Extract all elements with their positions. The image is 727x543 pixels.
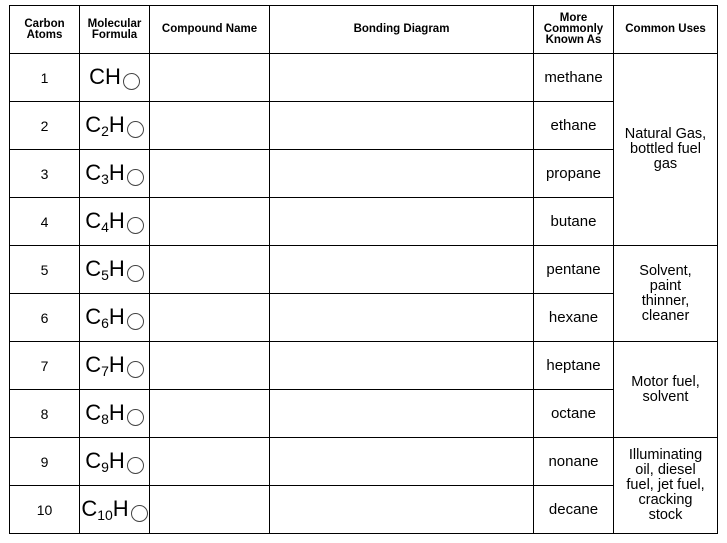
hydrogen-count-blank-circle[interactable] [127,265,144,282]
known-as-cell: octane [534,390,614,438]
formula-subscript: 9 [101,458,109,475]
header-row [10,6,718,54]
formula-prefix: C [85,207,102,233]
compound-name-blank-cell[interactable] [150,390,270,438]
bonding-diagram-blank-cell[interactable] [270,390,534,438]
compound-name-blank-cell[interactable] [150,150,270,198]
bonding-diagram-blank-cell[interactable] [270,198,534,246]
formula-prefix: C [85,255,102,281]
common-uses-line: cracking [638,492,693,508]
common-uses-line: bottled fuel [630,141,701,157]
known-as-cell: butane [534,198,614,246]
table-body [10,54,718,534]
common-uses-line: stock [648,507,683,523]
table-row [10,486,718,534]
table-row [10,438,718,486]
compound-name-blank-cell[interactable] [150,198,270,246]
common-uses-line: solvent [642,388,689,405]
carbon-atoms-cell: 2 [10,102,80,150]
bonding-diagram-blank-cell[interactable] [270,246,534,294]
header-known-as-line-2: Commonly [543,23,604,35]
common-uses-cell [614,342,718,438]
formula-prefix: C [85,447,102,473]
formula-prefix: C [81,495,98,521]
formula-subscript: 10 [97,506,113,523]
formula-subscript: 6 [101,314,109,331]
common-uses-line: oil, diesel [635,462,696,478]
formula-suffix: H [108,303,125,329]
common-uses-cell [614,54,718,246]
compound-name-blank-cell[interactable] [150,486,270,534]
table-row [10,54,718,102]
formula-suffix: H [108,111,125,137]
known-as-cell: propane [534,150,614,198]
bonding-diagram-blank-cell[interactable] [270,294,534,342]
header-carbon-atoms-line-1: Carbon [24,17,65,30]
formula-subscript: 4 [101,218,109,235]
molecular-formula-cell [80,390,150,438]
formula-prefix: C [85,111,102,137]
table-row [10,102,718,150]
hydrogen-count-blank-circle[interactable] [127,361,144,378]
header-molecular-formula [80,6,150,54]
header-carbon-atoms-line-2: Atoms [26,28,63,41]
formula-prefix: C [85,399,102,425]
header-bonding-diagram: Bonding Diagram [270,6,534,54]
formula-suffix: H [108,255,125,281]
common-uses-line: gas [653,156,678,172]
known-as-cell: nonane [534,438,614,486]
compound-name-blank-cell[interactable] [150,342,270,390]
common-uses-line: Natural Gas, [624,126,707,142]
compound-name-blank-cell[interactable] [150,246,270,294]
known-as-cell: pentane [534,246,614,294]
known-as-cell: ethane [534,102,614,150]
compound-name-blank-cell[interactable] [150,54,270,102]
common-uses-line: fuel, jet fuel, [626,477,705,493]
bonding-diagram-blank-cell[interactable] [270,102,534,150]
molecular-formula-cell [80,294,150,342]
carbon-atoms-cell: 4 [10,198,80,246]
header-carbon-atoms [10,6,80,54]
header-molecular-formula-line-1: Molecular [87,17,142,30]
molecular-formula-cell [80,150,150,198]
header-molecular-formula-line-2: Formula [91,28,138,41]
molecular-formula-cell [80,342,150,390]
header-known-as [534,6,614,54]
common-uses-line: paint [649,277,682,294]
formula-suffix: H [108,207,125,233]
molecular-formula-cell [80,198,150,246]
common-uses-line: Illuminating [628,447,703,463]
common-uses-line: Motor fuel, [631,373,700,390]
header-common-uses: Common Uses [614,6,718,54]
formula-suffix: H [108,159,125,185]
known-as-cell: decane [534,486,614,534]
common-uses-cell [614,246,718,342]
hydrogen-count-blank-circle[interactable] [127,169,144,186]
compound-name-blank-cell[interactable] [150,438,270,486]
molecular-formula-cell [80,102,150,150]
formula-subscript: 8 [101,410,109,427]
common-uses-line: Solvent, [639,262,692,279]
hydrogen-count-blank-circle[interactable] [127,457,144,474]
bonding-diagram-blank-cell[interactable] [270,342,534,390]
formula-subscript: 7 [101,362,109,379]
carbon-atoms-cell: 3 [10,150,80,198]
common-uses-line: thinner, [641,292,690,309]
alkanes-worksheet-table [9,5,718,534]
bonding-diagram-blank-cell[interactable] [270,150,534,198]
molecular-formula-cell [80,438,150,486]
formula-suffix: H [108,447,125,473]
table-row [10,150,718,198]
molecular-formula-cell [80,486,150,534]
molecular-formula-cell [80,54,150,102]
carbon-atoms-cell: 1 [10,54,80,102]
hydrogen-count-blank-circle[interactable] [127,121,144,138]
common-uses-cell [614,438,718,534]
header-known-as-line-3: Known As [545,34,602,46]
table-row [10,294,718,342]
table-row [10,390,718,438]
carbon-atoms-cell: 8 [10,390,80,438]
formula-suffix: H [108,399,125,425]
formula-prefix: C [85,159,102,185]
hydrogen-count-blank-circle[interactable] [123,73,140,90]
hydrogen-count-blank-circle[interactable] [131,505,148,522]
header-compound-name: Compound Name [150,6,270,54]
formula-prefix: C [85,351,102,377]
compound-name-blank-cell[interactable] [150,102,270,150]
table-row [10,246,718,294]
hydrogen-count-blank-circle[interactable] [127,409,144,426]
formula-prefix: CH [89,63,121,89]
compound-name-blank-cell[interactable] [150,294,270,342]
hydrogen-count-blank-circle[interactable] [127,313,144,330]
known-as-cell: hexane [534,294,614,342]
carbon-atoms-cell: 9 [10,438,80,486]
bonding-diagram-blank-cell[interactable] [270,438,534,486]
formula-subscript: 2 [101,122,109,139]
table-row [10,342,718,390]
table-row [10,198,718,246]
known-as-cell: heptane [534,342,614,390]
formula-subscript: 5 [101,266,109,283]
carbon-atoms-cell: 6 [10,294,80,342]
formula-prefix: C [85,303,102,329]
molecular-formula-cell [80,246,150,294]
formula-suffix: H [112,495,129,521]
formula-subscript: 3 [101,170,109,187]
known-as-cell: methane [534,54,614,102]
carbon-atoms-cell: 10 [10,486,80,534]
carbon-atoms-cell: 5 [10,246,80,294]
bonding-diagram-blank-cell[interactable] [270,486,534,534]
hydrogen-count-blank-circle[interactable] [127,217,144,234]
common-uses-line: cleaner [641,307,690,324]
formula-suffix: H [108,351,125,377]
bonding-diagram-blank-cell[interactable] [270,54,534,102]
header-known-as-line-1: More [559,12,588,24]
carbon-atoms-cell: 7 [10,342,80,390]
